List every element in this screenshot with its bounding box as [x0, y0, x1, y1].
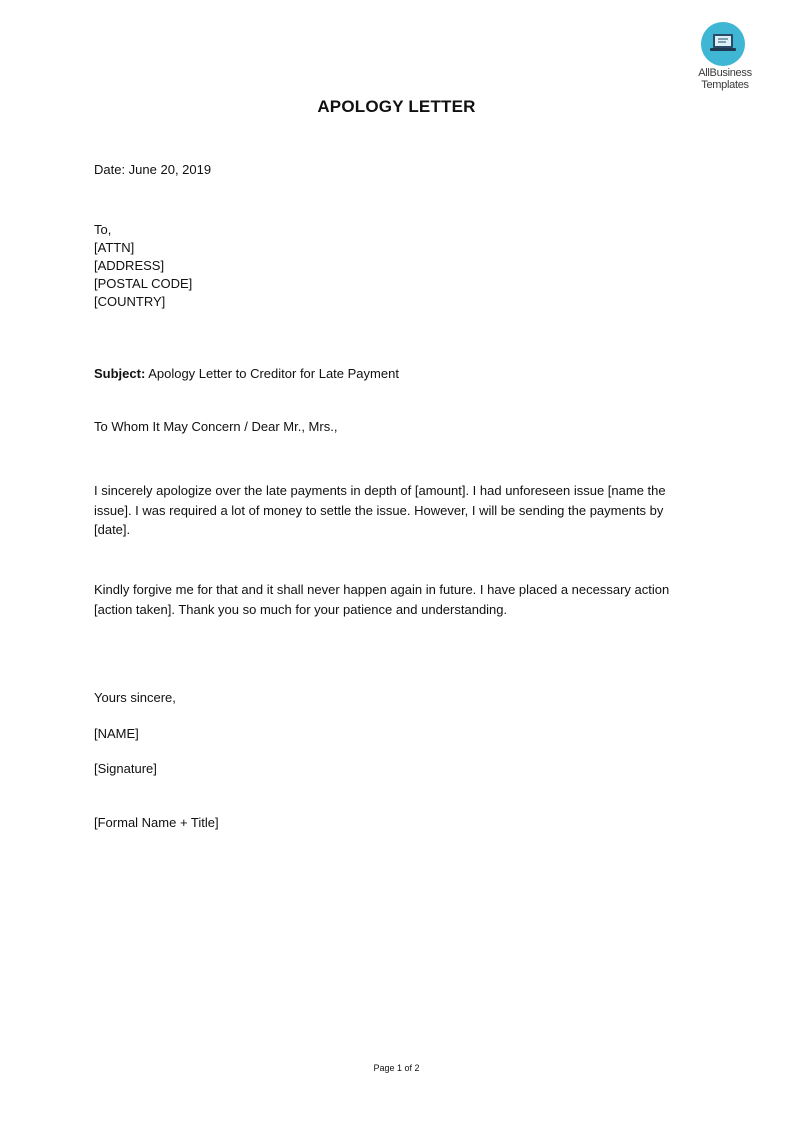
signature-placeholder: [Signature] — [94, 761, 157, 776]
body-paragraph-1: I sincerely apologize over the late payments in depth of [amount]. I had unforeseen issue [name the issue]. I was required a lot of money to settle the issue. However, I will be sending the payments by [date]. — [94, 483, 666, 537]
logo-line-1: AllBusiness — [698, 67, 752, 79]
subject-text: Apology Letter to Creditor for Late Payment — [145, 366, 399, 381]
allbusiness-templates-logo — [690, 22, 766, 94]
laptop-icon — [709, 32, 737, 54]
salutation: To Whom It May Concern / Dear Mr., Mrs., — [94, 419, 338, 434]
formal-name-title: [Formal Name + Title] — [94, 815, 219, 830]
logo-line-2: Templates — [701, 79, 749, 91]
document-title: APOLOGY LETTER — [317, 97, 476, 116]
logo-text — [690, 67, 760, 91]
page-number: Page 1 of 2 — [373, 1063, 420, 1073]
address-postal-code: [POSTAL CODE] — [94, 276, 193, 291]
body-paragraph-2: Kindly forgive me for that and it shall never happen again in future. I have placed a necessary action [action taken]. Thank you so much for your patience and understanding. — [94, 582, 670, 617]
address-attn: [ATTN] — [94, 240, 135, 255]
subject-label: Subject: — [94, 366, 146, 381]
subject-line — [94, 365, 399, 383]
address-to: To, — [94, 222, 112, 237]
sign-off: Yours sincere, — [94, 690, 176, 705]
address-country: [COUNTRY] — [94, 294, 166, 309]
letter-date: Date: June 20, 2019 — [94, 162, 212, 177]
sender-name: [NAME] — [94, 726, 139, 741]
logo-circle — [701, 22, 745, 66]
address-line: [ADDRESS] — [94, 258, 165, 273]
